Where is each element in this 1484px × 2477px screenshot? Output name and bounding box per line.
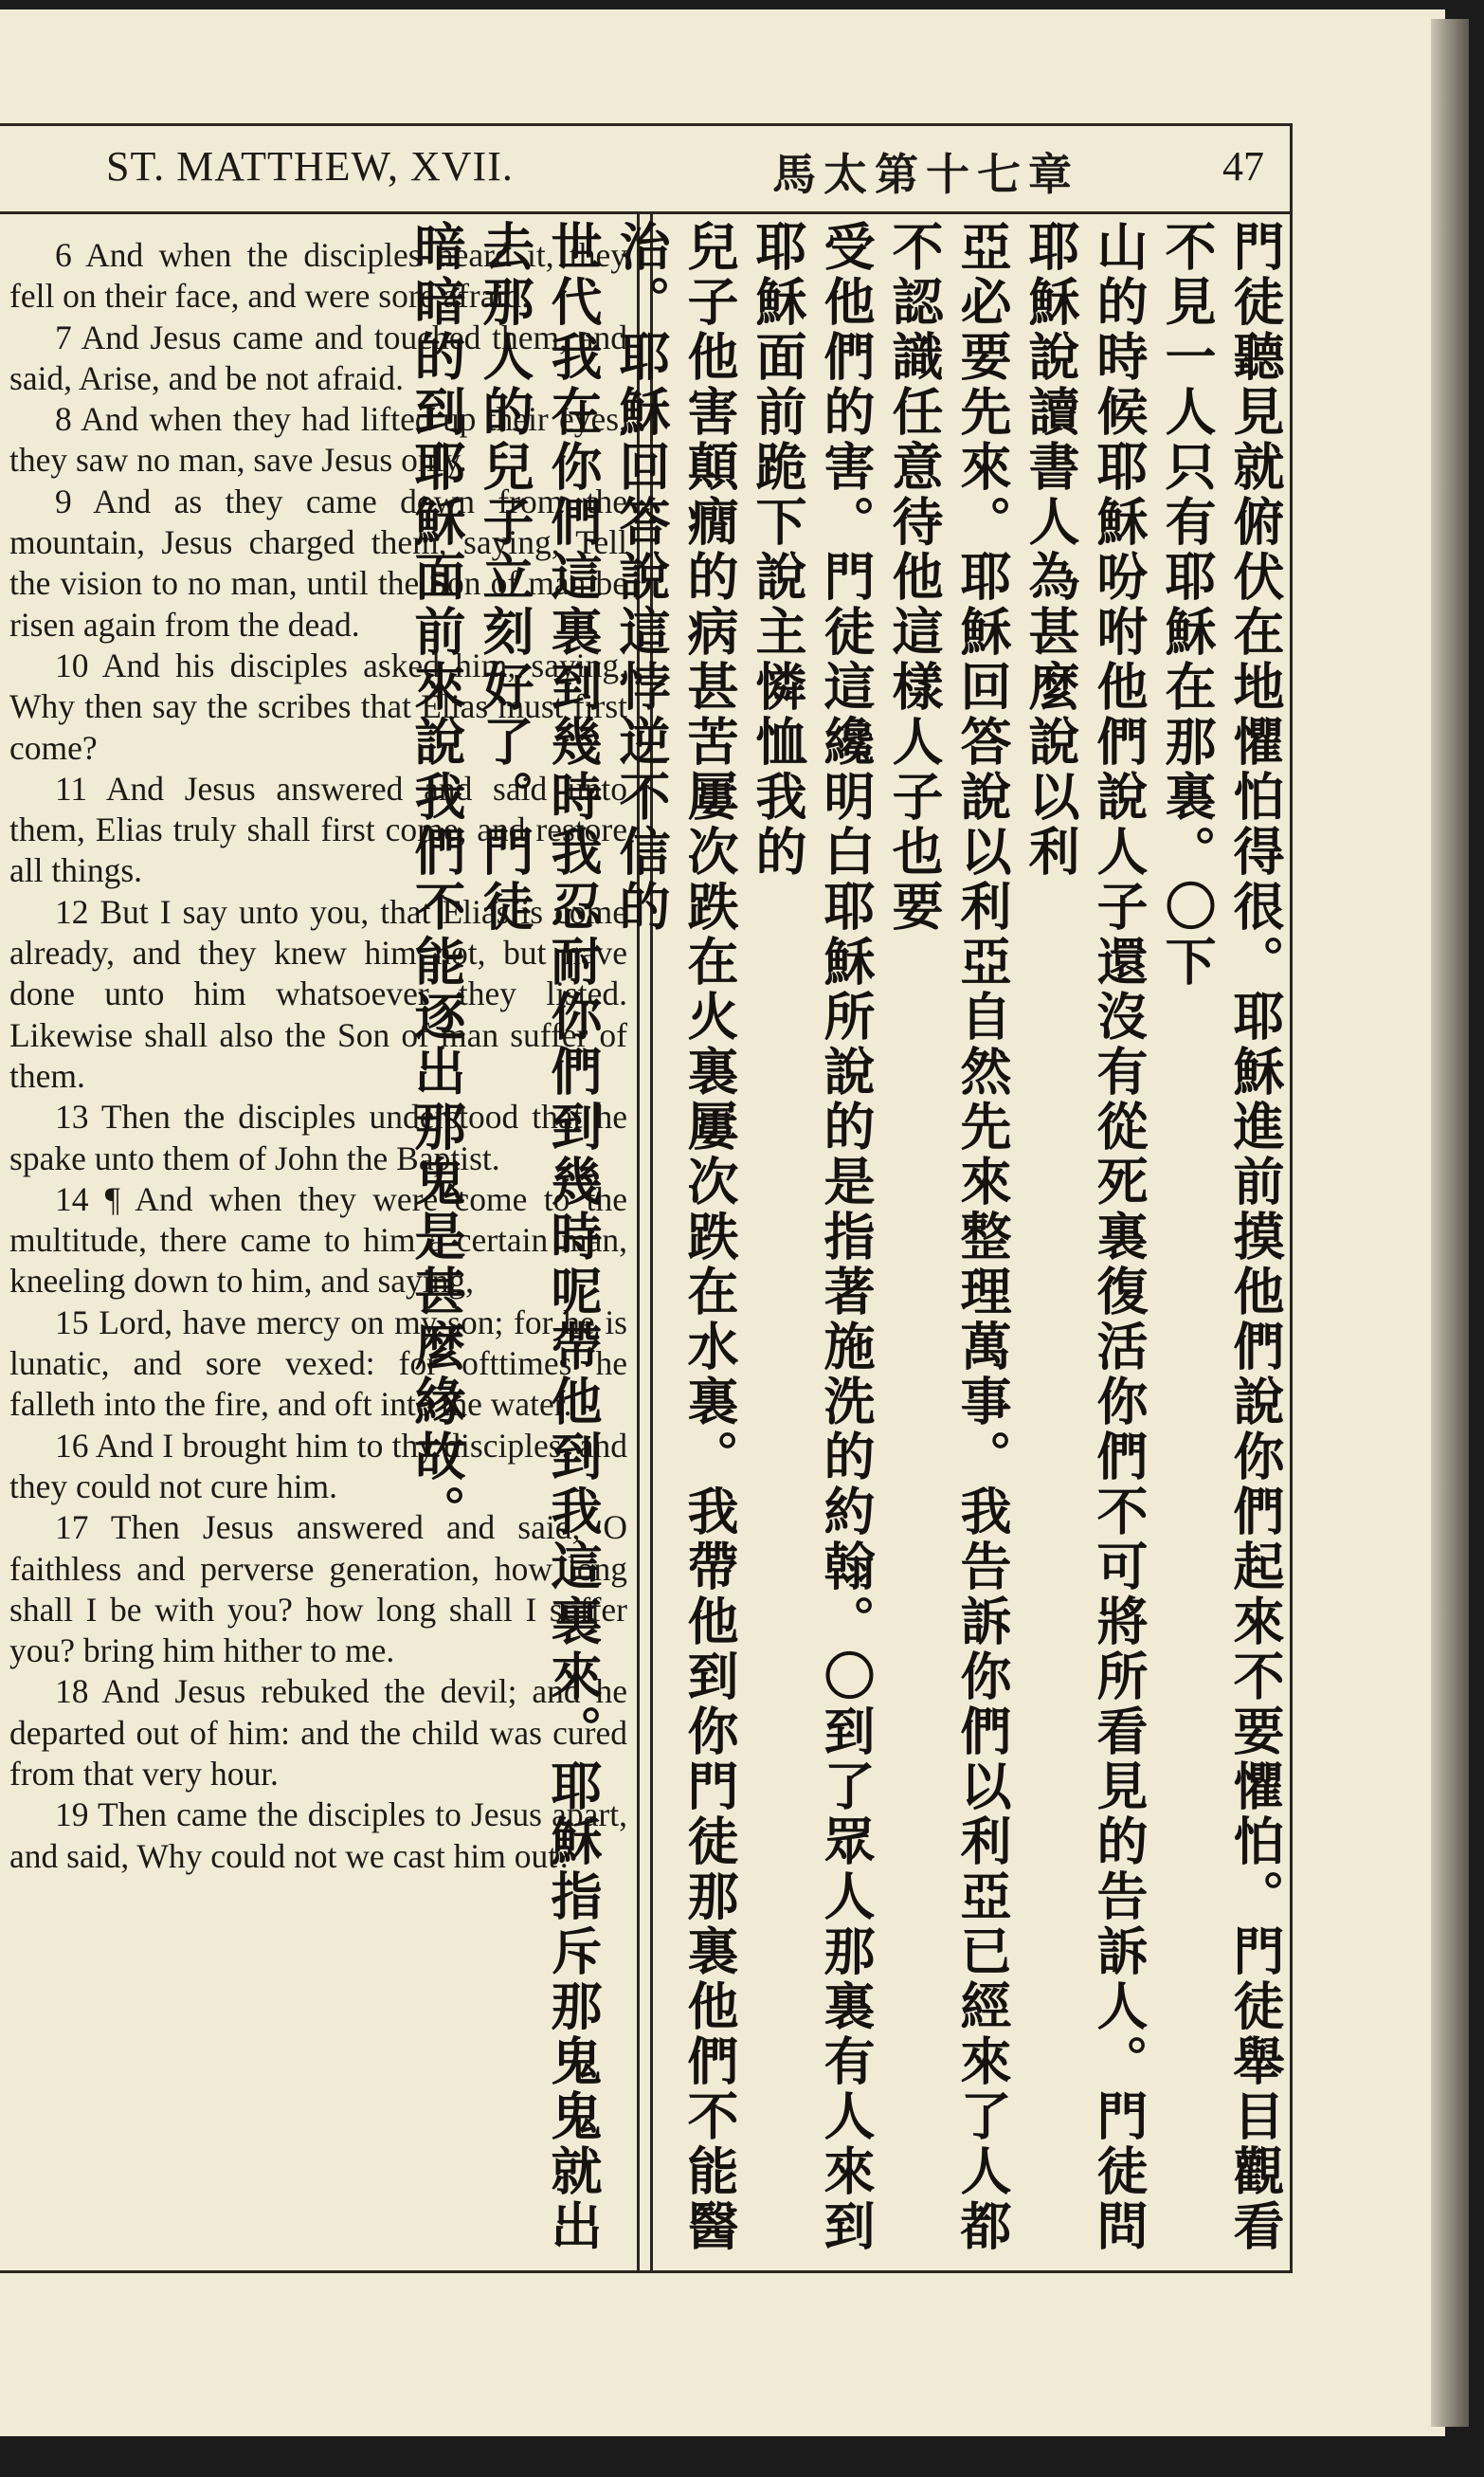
verse-15: 15 Lord, have mercy on my son; for he is lunatic, and sore vexed: for ofttimes he falleth into the fire, and oft into the water.: [9, 1302, 627, 1424]
page-edge: [1431, 19, 1469, 2427]
running-header: [0, 123, 1293, 214]
verse-18: 18 And Jesus rebuked the devil; and he departed out of him: and the child was cured from that very hour.: [9, 1672, 627, 1793]
chinese-line-6: 世代我在你們這裏到幾時我忍耐你們到幾時呢帶他到我這裏來。耶穌指斥那鬼鬼就出去那人的兒子立刻好了。門徒: [475, 220, 603, 2254]
chinese-line-4: 受他們的害。門徒這纔明白耶穌所說的是指著施洗的約翰。〇到了眾人那裏有人來到耶穌面前跪下說主憐恤我的: [748, 220, 876, 2254]
page-number: 47: [1222, 143, 1264, 190]
header-chinese-title: 馬太第十七章: [772, 149, 1079, 200]
verse-8: 8 And when they had lifted up their eyes, they saw no man, save Jesus only.: [9, 400, 627, 480]
verse-16: 16 And I brought him to thy disciples, and they could not cure him.: [9, 1426, 627, 1505]
verse-11: 11 And Jesus answered and said unto them, Elias truly shall first come, and restore all things.: [9, 769, 627, 890]
verse-10: 10 And his disciples asked him, saying, Why then say the scribes that Elias must first come?: [9, 646, 627, 767]
verse-14: 14 ¶ And when they were come to the multitude, there came to him a certain man, kneeling down to him, and saying,: [9, 1179, 627, 1301]
verse-12: 12 But I say unto you, that Elias is come already, and they knew him not, but have done unto him whatsoever they listed. Likewise shall also the Son of man suffer of them.: [9, 892, 627, 1095]
verse-17: 17 Then Jesus answered and said, O faithless and perverse generation, how long shall I be with you? how long shall I suffer you? bring him hither to me.: [9, 1508, 627, 1670]
chinese-line-7: 暗暗的到耶穌面前來說我們不能逐出那鬼是甚麼緣故。: [407, 220, 466, 1539]
verse-19: 19 Then came the disciples to Jesus apart, and said, Why could not we cast him out?: [9, 1795, 627, 1875]
chinese-text-column: [407, 220, 1289, 2258]
chinese-line-3: 亞必要先來。耶穌回答說以利亞自然先來整理萬事。我告訴你們以利亞已經來了人都不認識任意待他這樣人子也要: [884, 220, 1012, 2254]
verse-13: 13 Then the disciples understood that he spake unto them of John the Baptist.: [9, 1098, 627, 1177]
verse-7: 7 And Jesus came and touched them, and said, Arise, and be not afraid.: [9, 318, 627, 397]
chinese-line-5: 兒子他害顛癇的病甚苦屢次跌在火裏屢次跌在水裏。我帶他到你門徒那裏他們不能醫治。耶穌回答說這悖逆不信的: [611, 220, 739, 2254]
chinese-line-2: 山的時候耶穌吩咐他們說人子還沒有從死裏復活你們不可將所看見的告訴人。門徒問耶穌說讀書人為甚麼說以利: [1021, 220, 1149, 2254]
verse-9: 9 And as they came down from the mountain, Jesus charged them, saying, Tell the vision to no man, until the Son of man be risen again from the dead.: [9, 482, 627, 644]
chinese-line-1: 門徒聽見就俯伏在地懼怕得很。耶穌進前摸他們說你們起來不要懼怕。門徒舉目觀看不見一人只有耶穌在那裏。〇下: [1157, 220, 1285, 2254]
header-english-title: ST. MATTHEW, XVII.: [106, 143, 514, 190]
verse-6: 6 And when the disciples heard it, they fell on their face, and were sore afraid.: [9, 236, 627, 316]
